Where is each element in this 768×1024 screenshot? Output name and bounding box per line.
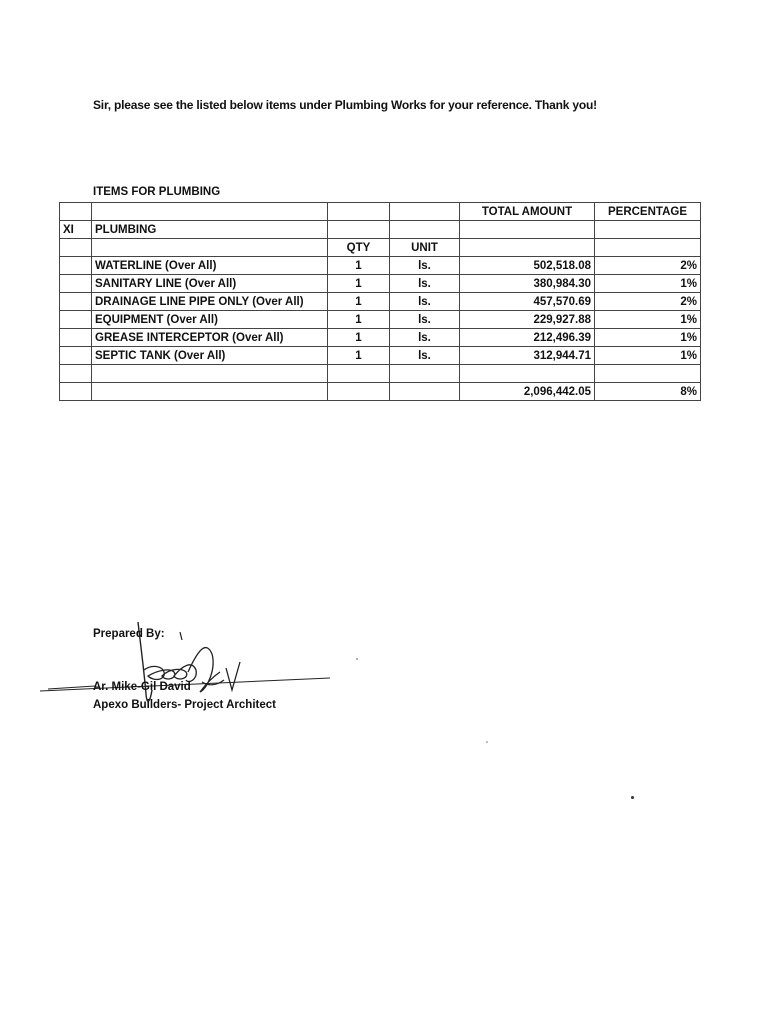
section-number: XI xyxy=(60,221,92,239)
blank-cell xyxy=(60,347,92,365)
item-amount: 312,944.71 xyxy=(460,347,595,365)
item-qty: 1 xyxy=(328,257,390,275)
scan-speck xyxy=(486,741,488,743)
item-amount: 380,984.30 xyxy=(460,275,595,293)
table-row xyxy=(60,329,701,347)
blank-cell xyxy=(595,221,701,239)
blank-cell xyxy=(60,329,92,347)
item-description: DRAINAGE LINE PIPE ONLY (Over All) xyxy=(92,293,328,311)
item-unit: ls. xyxy=(390,347,460,365)
item-description: SEPTIC TANK (Over All) xyxy=(92,347,328,365)
item-qty: 1 xyxy=(328,275,390,293)
item-unit: ls. xyxy=(390,257,460,275)
item-unit: ls. xyxy=(390,329,460,347)
header-blank-cell xyxy=(60,203,92,221)
total-amount-header: TOTAL AMOUNT xyxy=(460,203,595,221)
header-blank-cell xyxy=(92,203,328,221)
table-row xyxy=(60,257,701,275)
blank-cell xyxy=(595,365,701,383)
blank-cell xyxy=(60,293,92,311)
total-percentage: 8% xyxy=(595,383,701,401)
table-caption: ITEMS FOR PLUMBING xyxy=(93,186,221,198)
item-percentage: 2% xyxy=(595,293,701,311)
section-row xyxy=(60,221,701,239)
blank-cell xyxy=(390,221,460,239)
item-unit: ls. xyxy=(390,275,460,293)
scan-speck xyxy=(631,796,634,799)
blank-cell xyxy=(92,239,328,257)
qty-header: QTY xyxy=(328,239,390,257)
percentage-header: PERCENTAGE xyxy=(595,203,701,221)
plumbing-items-table xyxy=(59,202,701,401)
item-amount: 457,570.69 xyxy=(460,293,595,311)
blank-cell xyxy=(328,221,390,239)
signatory-name: Ar. Mike-Gil David xyxy=(93,681,191,693)
item-qty: 1 xyxy=(328,347,390,365)
blank-cell xyxy=(60,365,92,383)
blank-cell xyxy=(60,383,92,401)
table-row xyxy=(60,293,701,311)
item-description: EQUIPMENT (Over All) xyxy=(92,311,328,329)
header-blank-cell xyxy=(390,203,460,221)
empty-row xyxy=(60,365,701,383)
item-description: GREASE INTERCEPTOR (Over All) xyxy=(92,329,328,347)
blank-cell xyxy=(390,383,460,401)
blank-cell xyxy=(328,365,390,383)
blank-cell xyxy=(92,383,328,401)
item-percentage: 1% xyxy=(595,347,701,365)
column-header-row xyxy=(60,239,701,257)
handwritten-signature xyxy=(40,610,340,710)
blank-cell xyxy=(595,239,701,257)
table-row xyxy=(60,311,701,329)
blank-cell xyxy=(60,257,92,275)
item-percentage: 1% xyxy=(595,329,701,347)
item-qty: 1 xyxy=(328,311,390,329)
item-description: SANITARY LINE (Over All) xyxy=(92,275,328,293)
item-percentage: 2% xyxy=(595,257,701,275)
table-row xyxy=(60,275,701,293)
item-amount: 212,496.39 xyxy=(460,329,595,347)
blank-cell xyxy=(60,311,92,329)
item-description: WATERLINE (Over All) xyxy=(92,257,328,275)
blank-cell xyxy=(60,239,92,257)
blank-cell xyxy=(390,365,460,383)
blank-cell xyxy=(460,365,595,383)
item-amount: 229,927.88 xyxy=(460,311,595,329)
item-unit: ls. xyxy=(390,293,460,311)
blank-cell xyxy=(328,383,390,401)
unit-header: UNIT xyxy=(390,239,460,257)
item-qty: 1 xyxy=(328,293,390,311)
header-row xyxy=(60,203,701,221)
blank-cell xyxy=(92,365,328,383)
item-amount: 502,518.08 xyxy=(460,257,595,275)
signatory-title: Apexo Builders- Project Architect xyxy=(93,699,276,711)
scan-speck xyxy=(356,658,358,660)
header-blank-cell xyxy=(328,203,390,221)
intro-text: Sir, please see the listed below items under Plumbing Works for your reference. Thank you! xyxy=(93,98,597,112)
item-qty: 1 xyxy=(328,329,390,347)
item-percentage: 1% xyxy=(595,275,701,293)
prepared-by-label: Prepared By: xyxy=(93,628,165,640)
blank-cell xyxy=(460,221,595,239)
blank-cell xyxy=(60,275,92,293)
item-unit: ls. xyxy=(390,311,460,329)
blank-cell xyxy=(460,239,595,257)
total-amount: 2,096,442.05 xyxy=(460,383,595,401)
section-title: PLUMBING xyxy=(92,221,328,239)
table-row xyxy=(60,347,701,365)
total-row xyxy=(60,383,701,401)
item-percentage: 1% xyxy=(595,311,701,329)
